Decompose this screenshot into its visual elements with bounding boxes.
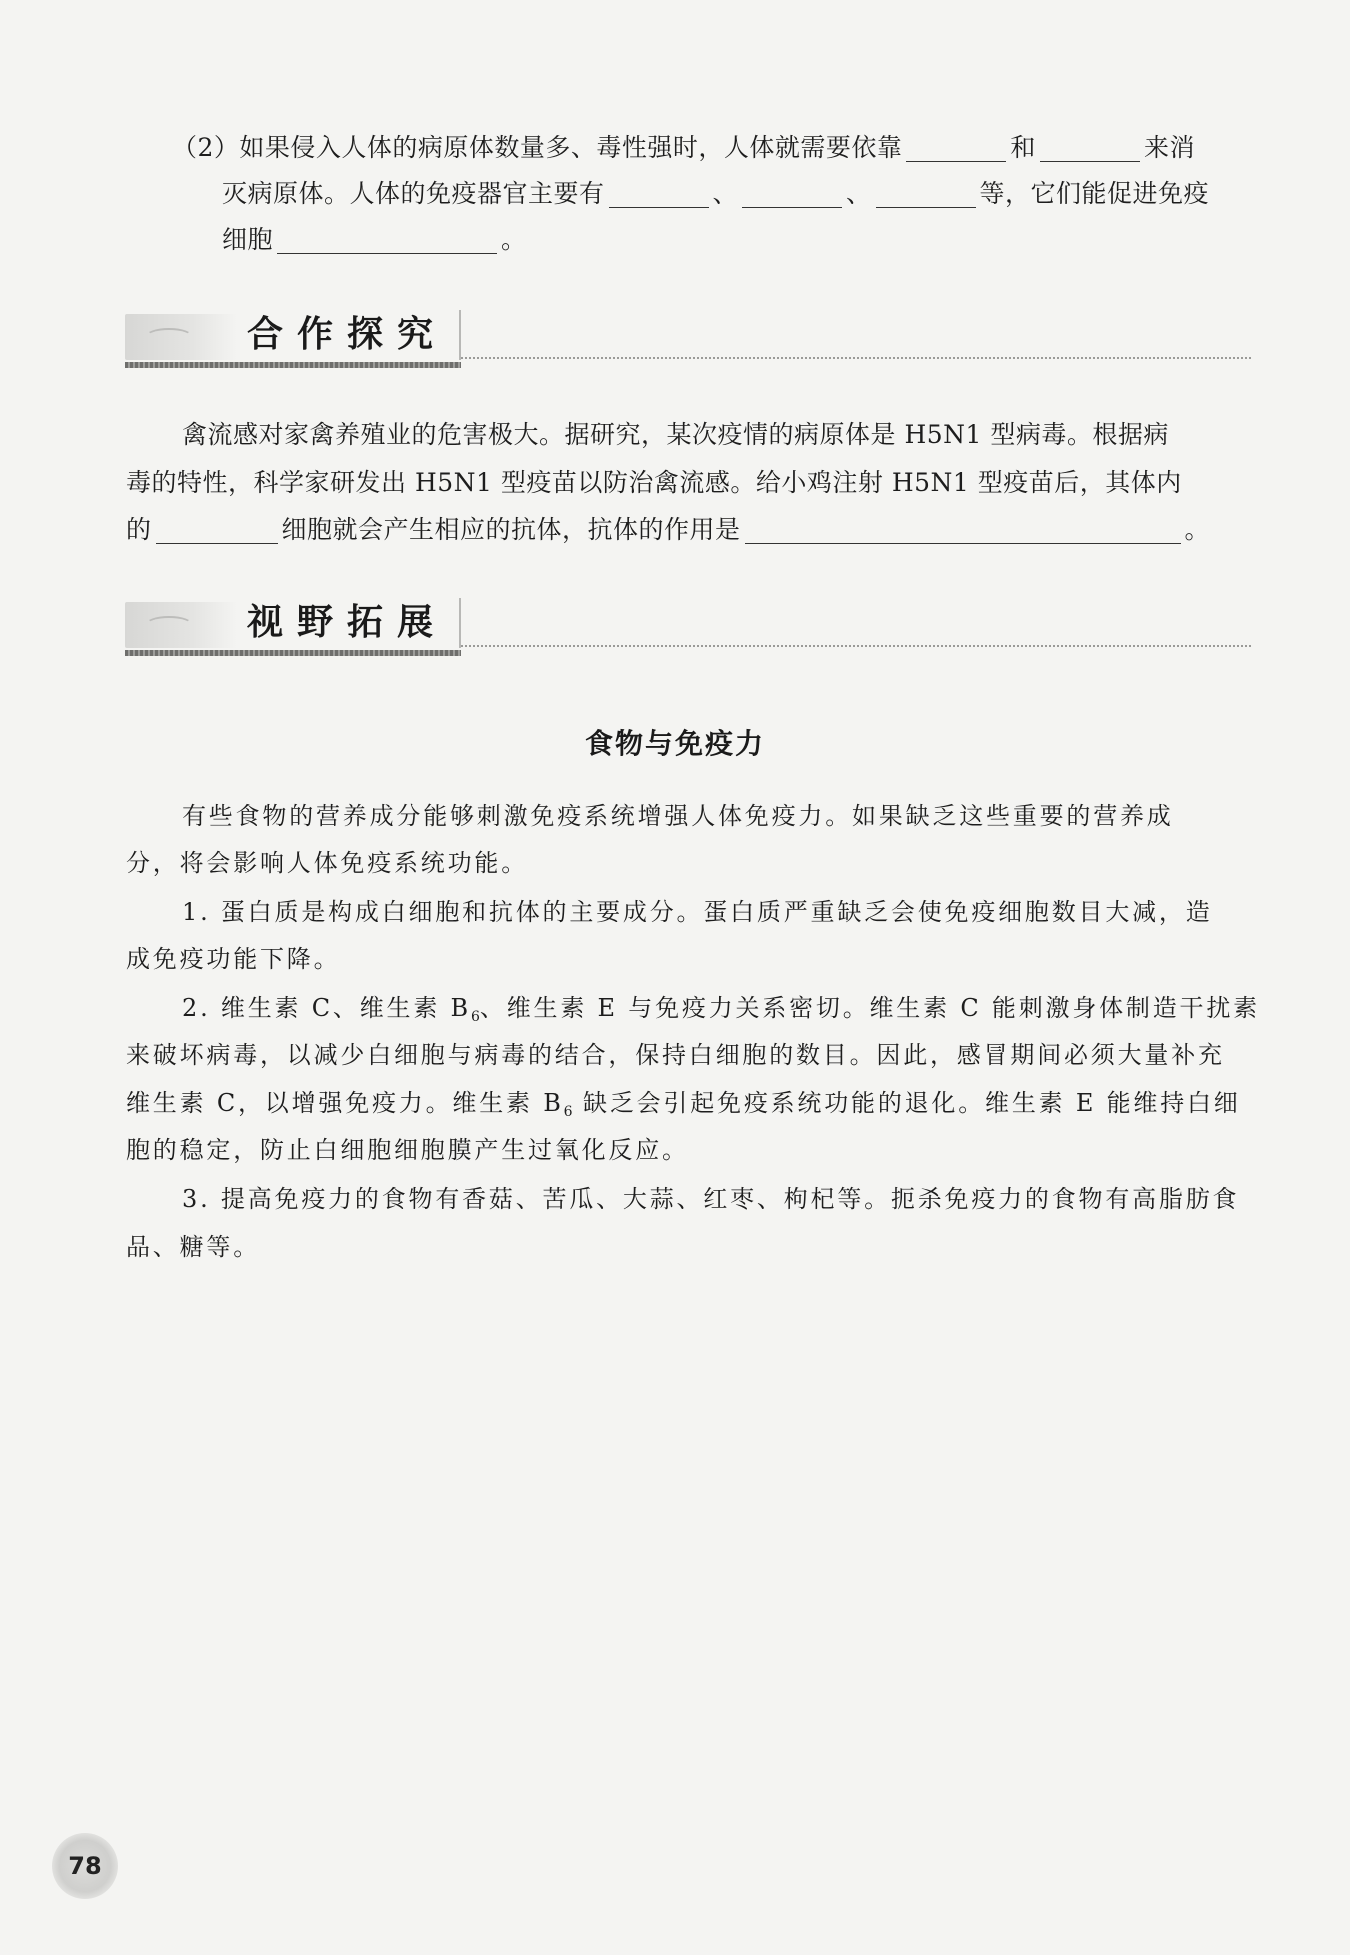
section-decoration <box>125 602 237 648</box>
article-title: 食物与免疫力 <box>584 727 765 760</box>
article-paragraph-line: 来破坏病毒，以减少白细胞与病毒的结合，保持白细胞的数目。因此，感冒期间必须大量补充 <box>126 1041 1225 1069</box>
article-paragraph-line: 有些食物的营养成分能够刺激免疫系统增强人体免疫力。如果缺乏这些重要的营养成 <box>182 802 1174 830</box>
article-paragraph-line <box>182 986 1260 1039</box>
article-paragraph-line: 3. 提高免疫力的食物有香菇、苦瓜、大蒜、红枣、枸杞等。扼杀免疫力的食物有高脂肪食 <box>182 1185 1240 1213</box>
answer-blank[interactable] <box>1040 131 1140 162</box>
section-header-cooperation <box>125 310 1250 370</box>
section-header-horizon <box>125 598 1250 658</box>
cooperation-line-3 <box>126 508 1210 552</box>
article-paragraph-line <box>126 1081 1241 1134</box>
question-text: 来消 <box>1143 133 1195 162</box>
question-2-line-2 <box>222 172 1209 216</box>
question-text: 等，它们能促进免疫 <box>979 179 1210 208</box>
page-number: 78 <box>68 1852 102 1880</box>
article-text: 2. 维生素 C、维生素 B <box>182 994 471 1022</box>
question-text: 和 <box>1010 133 1036 162</box>
article-text: 缺乏会引起免疫系统功能的退化。维生素 E 能维持白细 <box>572 1089 1241 1117</box>
question-text: 细胞就会产生相应的抗体，抗体的作用是 <box>281 515 741 544</box>
question-text: 。 <box>1184 515 1211 544</box>
question-text: 。 <box>501 225 527 254</box>
question-text: 灭病原体。人体的免疫器官主要有 <box>222 179 605 208</box>
cooperation-line-1: 禽流感对家禽养殖业的危害极大。据研究，某次疫情的病原体是 H5N1 型病毒。根据病 <box>182 420 1169 449</box>
section-dotted-rule <box>461 645 1251 647</box>
section-title: 视野拓展 <box>247 598 461 648</box>
section-rule <box>125 362 461 368</box>
answer-blank[interactable] <box>876 177 976 208</box>
question-text: （2）如果侵入人体的病原体数量多、毒性强时，人体就需要依靠 <box>172 133 903 162</box>
section-title: 合作探究 <box>247 310 461 360</box>
answer-blank[interactable] <box>609 177 709 208</box>
article-paragraph-line: 成免疫功能下降。 <box>126 945 341 973</box>
question-2-line-3 <box>222 218 527 262</box>
article-paragraph-line: 分，将会影响人体免疫系统功能。 <box>126 849 528 877</box>
section-dotted-rule <box>461 357 1251 359</box>
question-text: 、 <box>712 179 739 208</box>
question-text: 细胞 <box>222 225 274 254</box>
answer-blank[interactable] <box>906 131 1006 162</box>
article-paragraph-line: 胞的稳定，防止白细胞细胞膜产生过氧化反应。 <box>126 1136 689 1164</box>
article-paragraph-line: 1. 蛋白质是构成白细胞和抗体的主要成分。蛋白质严重缺乏会使免疫细胞数目大减，造 <box>182 898 1213 926</box>
article-paragraph-line: 品、糖等。 <box>126 1233 260 1261</box>
question-text: 的 <box>126 515 152 544</box>
question-text: 、 <box>846 179 872 208</box>
subscript: 6 <box>471 1009 480 1025</box>
answer-blank[interactable] <box>156 513 278 544</box>
cooperation-line-2: 毒的特性，科学家研发出 H5N1 型疫苗以防治禽流感。给小鸡注射 H5N1 型疫苗后，其体内 <box>126 468 1182 497</box>
article-text: 、维生素 E 与免疫力关系密切。维生素 C 能刺激身体制造干扰素 <box>479 994 1260 1022</box>
page-number-badge <box>52 1833 118 1899</box>
answer-blank[interactable] <box>742 177 842 208</box>
section-rule <box>125 650 461 656</box>
section-decoration <box>125 314 237 360</box>
article-text: 维生素 C，以增强免疫力。维生素 B <box>126 1089 564 1117</box>
question-2-line-1 <box>172 126 1195 170</box>
answer-blank[interactable] <box>277 223 497 254</box>
answer-blank[interactable] <box>745 513 1181 544</box>
subscript: 6 <box>563 1104 573 1120</box>
